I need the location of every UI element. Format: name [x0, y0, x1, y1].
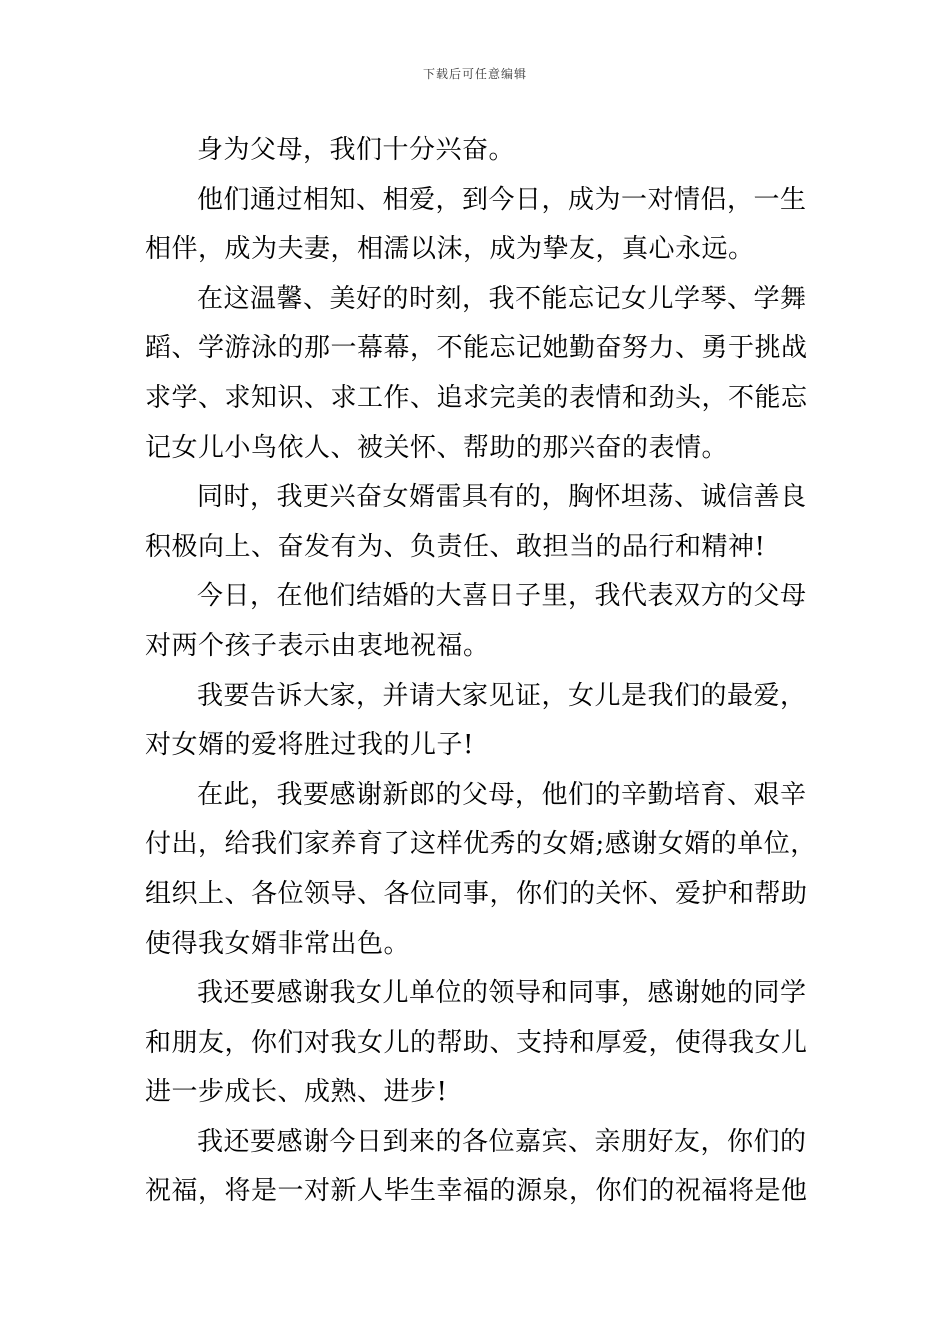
- paragraph: [145, 275, 809, 473]
- text-line: 祝福，将是一对新人毕生幸福的源泉，你们的祝福将是他: [145, 1176, 808, 1207]
- page-header: 下载后可任意编辑: [422, 67, 527, 81]
- paragraph: [145, 771, 817, 969]
- text-line: 对两个孩子表示由衷地祝福。: [145, 630, 490, 661]
- text-line: 求学、求知识、求工作、追求完美的表情和劲头，不能忘: [145, 382, 808, 413]
- text-line: 我要告诉大家，并请大家见证，女儿是我们的最爱，: [197, 680, 807, 711]
- paragraph: [145, 176, 809, 275]
- text-line: 在这温馨、美好的时刻，我不能忘记女儿学琴、学舞: [197, 283, 807, 314]
- document-body: [145, 126, 817, 1217]
- text-line: 进一步成长、成熟、进步!: [145, 1077, 448, 1108]
- text-line: 在此，我要感谢新郎的父母，他们的辛勤培育、艰辛: [197, 779, 807, 810]
- text-line: 蹈、学游泳的那一幕幕，不能忘记她勤奋努力、勇于挑战: [145, 333, 808, 364]
- text-line: 付出，给我们家养育了这样优秀的女婿;感谢女婿的单位，: [145, 829, 817, 860]
- text-line: 和朋友，你们对我女儿的帮助、支持和厚爱，使得我女儿: [145, 1027, 808, 1058]
- text-line: 对女婿的爱将胜过我的儿子!: [145, 730, 474, 761]
- paragraph: [145, 672, 809, 771]
- text-line: 今日，在他们结婚的大喜日子里，我代表双方的父母: [197, 581, 807, 612]
- text-line: 他们通过相知、相爱，到今日，成为一对情侣，一生: [197, 184, 807, 215]
- text-line: 身为父母，我们十分兴奋。: [197, 135, 516, 165]
- paragraph: [145, 1118, 809, 1217]
- text-line: 使得我女婿非常出色。: [145, 928, 411, 959]
- paragraph: [145, 473, 809, 572]
- text-line: 记女儿小鸟依人、被关怀、帮助的那兴奋的表情。: [145, 432, 729, 463]
- paragraph: [145, 969, 809, 1118]
- text-line: 我还要感谢今日到来的各位嘉宾、亲朋好友，你们的: [197, 1126, 807, 1157]
- paragraph: [145, 126, 809, 176]
- text-line: 我还要感谢我女儿单位的领导和同事，感谢她的同学: [197, 978, 807, 1009]
- text-line: 积极向上、奋发有为、负责任、敢担当的品行和精神!: [145, 531, 766, 562]
- text-line: 同时，我更兴奋女婿雷具有的，胸怀坦荡、诚信善良: [197, 482, 807, 513]
- text-line: 相伴，成为夫妻，相濡以沫，成为挚友，真心永远。: [145, 234, 755, 265]
- text-line: 组织上、各位领导、各位同事，你们的关怀、爱护和帮助: [145, 878, 808, 909]
- paragraph: [145, 572, 809, 671]
